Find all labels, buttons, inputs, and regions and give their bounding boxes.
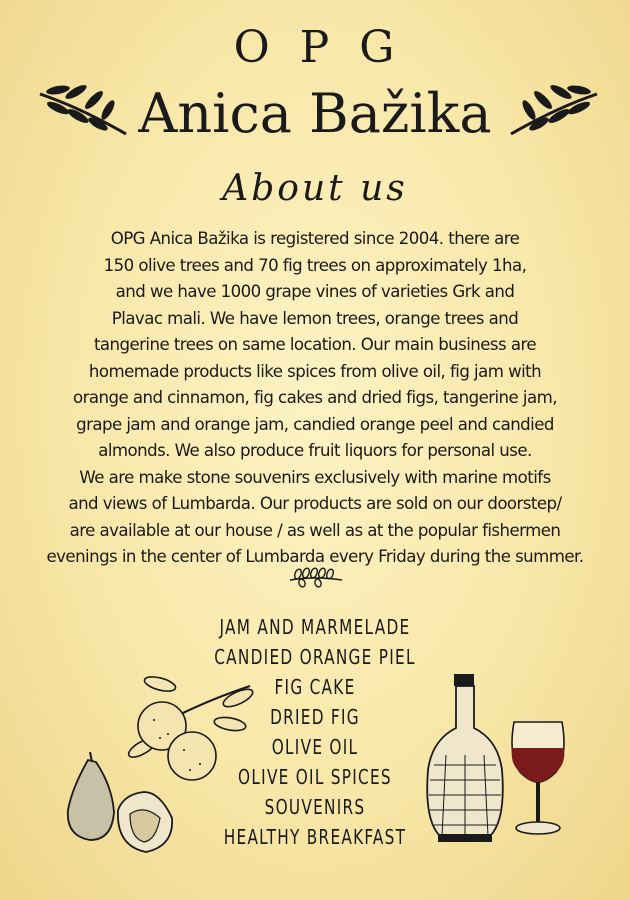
product-item: CANDIED ORANGE PIEL [214,645,416,669]
wine-bottle-illustration [420,670,510,845]
olive-branch-icon [506,78,601,140]
product-item: DRIED FIG [270,705,360,729]
fig-illustration [60,748,180,858]
about-text [45,226,585,571]
about-line: tangerine trees on same location. Our main business are [93,335,537,354]
about-line: orange and cinnamon, fig cakes and dried figs, tangerine jam, [73,388,557,407]
product-item: FIG CAKE [274,675,356,699]
about-line: grape jam and orange jam, candied orange peel and candied [76,414,554,434]
about-line: are available at our house / as well as at the popular fishermen [69,520,561,540]
product-item: SOUVENIRS [264,795,366,819]
opg-title: OPG [233,22,425,73]
about-heading: About us [222,168,408,209]
about-line: homemade products like spices from olive oil, fig jam with [88,361,542,381]
product-item: OLIVE OIL SPICES [238,765,392,789]
wine-glass-illustration [506,716,570,840]
about-line: We are make stone souvenirs exclusively with marine motifs [79,467,551,487]
product-item: JAM AND MARMELADE [219,615,411,639]
leaf-ornament-icon [288,566,344,588]
about-line: and we have 1000 grape vines of varieties Grk and [115,282,515,301]
farm-name: Anica Bažika [138,82,492,145]
about-line: Plavac mali. We have lemon trees, orange trees and [111,308,519,328]
about-line: and views of Lumbarda. Our products are sold on our doorstep/ [68,494,562,513]
about-line: 150 olive trees and 70 fig trees on approximately 1ha, [103,255,527,275]
product-item: HEALTHY BREAKFAST [223,825,407,849]
about-line: OPG Anica Bažika is registered since 2004. there are [110,229,520,248]
about-line: almonds. We also produce fruit liquors for personal use. [98,441,532,460]
about-line: evenings in the center of Lumbarda every Friday during the summer. [46,547,584,566]
product-item: OLIVE OIL [271,735,359,759]
